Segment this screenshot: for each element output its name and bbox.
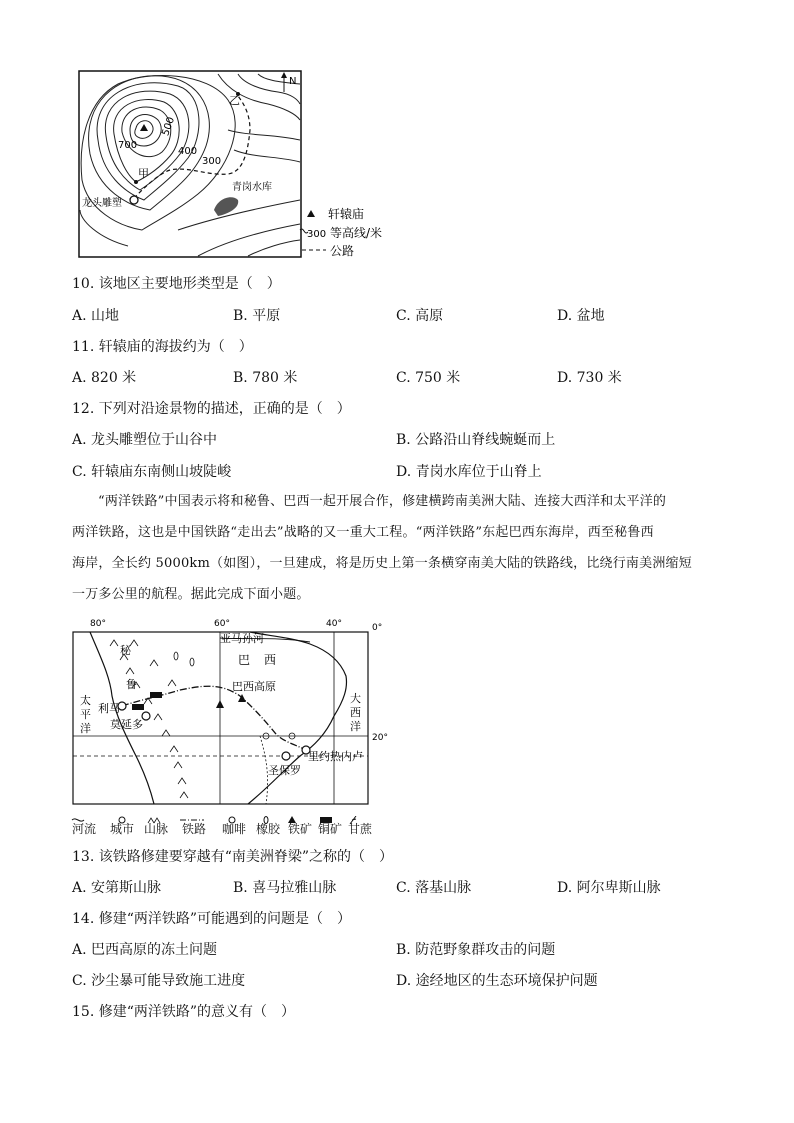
legend-copper: 铜矿 xyxy=(318,822,343,836)
legend-city: 城市 xyxy=(110,822,135,836)
label-atlantic-3: 洋 xyxy=(350,720,361,733)
q13-option-b[interactable]: B. 喜马拉雅山脉 xyxy=(233,880,337,896)
lon-40: 40° xyxy=(326,619,342,629)
label-brazil1: 巴 xyxy=(238,653,251,667)
legend-contour: 等高线/米 xyxy=(330,226,383,240)
legend-mountain: 山脉 xyxy=(144,822,169,836)
city-moyobamba xyxy=(142,712,150,720)
q11-option-b[interactable]: B. 780 米 xyxy=(233,370,298,386)
label-c700: 700 xyxy=(118,140,138,151)
contour-lines xyxy=(80,74,300,256)
contour-map-figure xyxy=(78,70,408,260)
q13-option-a[interactable]: A. 安第斯山脉 xyxy=(72,880,162,896)
label-pacific-3: 洋 xyxy=(80,722,91,735)
contour-map xyxy=(78,70,408,260)
dragon-statue-point xyxy=(130,196,138,204)
q12-option-b[interactable]: B. 公路沿山脊线蜿蜒而上 xyxy=(396,432,556,448)
passage-line-1: “两洋铁路”中国表示将和秘鲁、巴西一起开展合作，修建横跨南美洲大陆、连接大西洋和太平洋的 xyxy=(98,494,667,509)
q10-option-d[interactable]: D. 盆地 xyxy=(557,308,605,324)
q13-option-d[interactable]: D. 阿尔卑斯山脉 xyxy=(557,880,661,896)
legend-coffee: 咖啡 xyxy=(222,822,247,836)
passage-line-2: 两洋铁路，这也是中国铁路“走出去”战略的又一重大工程。“两洋铁路”东起巴西东海岸，西至秘鲁西 xyxy=(72,525,654,540)
legend-road: 公路 xyxy=(330,244,355,258)
label-lima: 利马 xyxy=(98,702,120,715)
point-jia xyxy=(134,180,138,184)
legend-iron: 铁矿 xyxy=(288,822,313,836)
passage-line-4: 一万多公里的航程。据此完成下面小题。 xyxy=(72,587,310,602)
legend-rubber: 橡胶 xyxy=(256,822,281,836)
question-12-stem: 12. 下列对沿途景物的描述，正确的是（ ） xyxy=(72,401,351,417)
lat-20: 20° xyxy=(372,733,388,743)
label-c300: 300 xyxy=(202,156,222,167)
city-saopaulo xyxy=(282,752,290,760)
label-c500: 500 xyxy=(160,115,178,138)
south-america-map-figure xyxy=(70,616,390,838)
question-13-stem: 13. 该铁路修建要穿越有“南美洲脊梁”之称的（ ） xyxy=(72,849,394,865)
q10-option-a[interactable]: A. 山地 xyxy=(72,308,120,324)
q11-option-a[interactable]: A. 820 米 xyxy=(72,370,137,386)
legend-sugarcane: 甘蔗 xyxy=(348,822,373,836)
q10-option-b[interactable]: B. 平原 xyxy=(233,308,281,324)
label-pacific-1: 太 xyxy=(80,694,91,707)
label-atlantic-2: 西 xyxy=(350,706,361,719)
q10-option-c[interactable]: C. 高原 xyxy=(396,308,444,324)
passage-line-3: 海岸，全长约 5000km（如图），一旦建成，将是历史上第一条横穿南美大陆的铁路线，比绕行南美洲缩短 xyxy=(72,556,692,571)
label-atlantic-1: 大 xyxy=(350,692,361,705)
map2-legend-labels xyxy=(72,820,402,836)
label-reservoir: 青岗水库 xyxy=(232,182,272,193)
legend-contour-value: 300 xyxy=(307,229,327,240)
q13-option-c[interactable]: C. 落基山脉 xyxy=(396,880,472,896)
q14-option-d[interactable]: D. 途经地区的生态环境保护问题 xyxy=(396,973,598,989)
q14-option-a[interactable]: A. 巴西高原的冻土问题 xyxy=(72,942,218,958)
q12-option-a[interactable]: A. 龙头雕塑位于山谷中 xyxy=(72,432,218,448)
legend-temple: 轩辕庙 xyxy=(328,207,365,221)
label-saopaulo: 圣保罗 xyxy=(268,764,301,777)
copper-marker-1 xyxy=(132,704,144,710)
label-amazon: 亚马孙河 xyxy=(220,632,264,645)
label-moyobamba: 莫延多 xyxy=(110,718,143,731)
q11-option-d[interactable]: D. 730 米 xyxy=(557,370,622,386)
legend-railway: 铁路 xyxy=(182,822,207,836)
label-dragon: 龙头雕塑 xyxy=(82,198,122,209)
q11-option-c[interactable]: C. 750 米 xyxy=(396,370,461,386)
label-yi: 乙 xyxy=(229,94,240,107)
label-peru2: 鲁 xyxy=(126,678,137,691)
label-pacific-2: 平 xyxy=(80,708,91,721)
copper-marker-2 xyxy=(150,692,162,698)
reading-passage xyxy=(72,486,732,610)
question-10-stem: 10. 该地区主要地形类型是（ ） xyxy=(72,276,281,292)
label-brazil2: 西 xyxy=(264,653,277,667)
question-11-stem: 11. 轩辕庙的海拔约为（ ） xyxy=(72,339,253,355)
question-14-stem: 14. 修建“两洋铁路”可能遇到的问题是（ ） xyxy=(72,911,352,927)
lat-0: 0° xyxy=(372,623,383,633)
map-frame xyxy=(79,71,301,257)
q14-option-b[interactable]: B. 防范野象群攻击的问题 xyxy=(396,942,556,958)
q12-option-c[interactable]: C. 轩辕庙东南侧山坡陡峻 xyxy=(72,464,232,480)
legend-temple-icon xyxy=(307,210,315,217)
question-15-stem: 15. 修建“两洋铁路”的意义有（ ） xyxy=(72,1004,296,1020)
iron-marker-1 xyxy=(216,700,224,708)
label-peru: 秘 xyxy=(120,644,131,657)
map1-legend xyxy=(300,206,382,258)
north-label: N xyxy=(289,76,297,87)
rubber-marker xyxy=(174,652,178,660)
label-c400: 400 xyxy=(178,146,198,157)
legend-river: 河流 xyxy=(72,822,97,836)
temple-marker xyxy=(140,124,148,131)
rubber-marker-2 xyxy=(190,658,194,666)
q14-option-c[interactable]: C. 沙尘暴可能导致施工进度 xyxy=(72,973,246,989)
south-america-map xyxy=(70,616,390,838)
label-plateau: 巴西高原 xyxy=(232,680,276,693)
reservoir-shape xyxy=(214,197,238,216)
label-jia: 甲 xyxy=(138,167,149,180)
lon-80: 80° xyxy=(90,619,106,629)
label-rio: 里约热内卢 xyxy=(308,750,363,763)
lon-60: 60° xyxy=(214,619,230,629)
q12-option-d[interactable]: D. 青岗水库位于山脊上 xyxy=(396,464,542,480)
